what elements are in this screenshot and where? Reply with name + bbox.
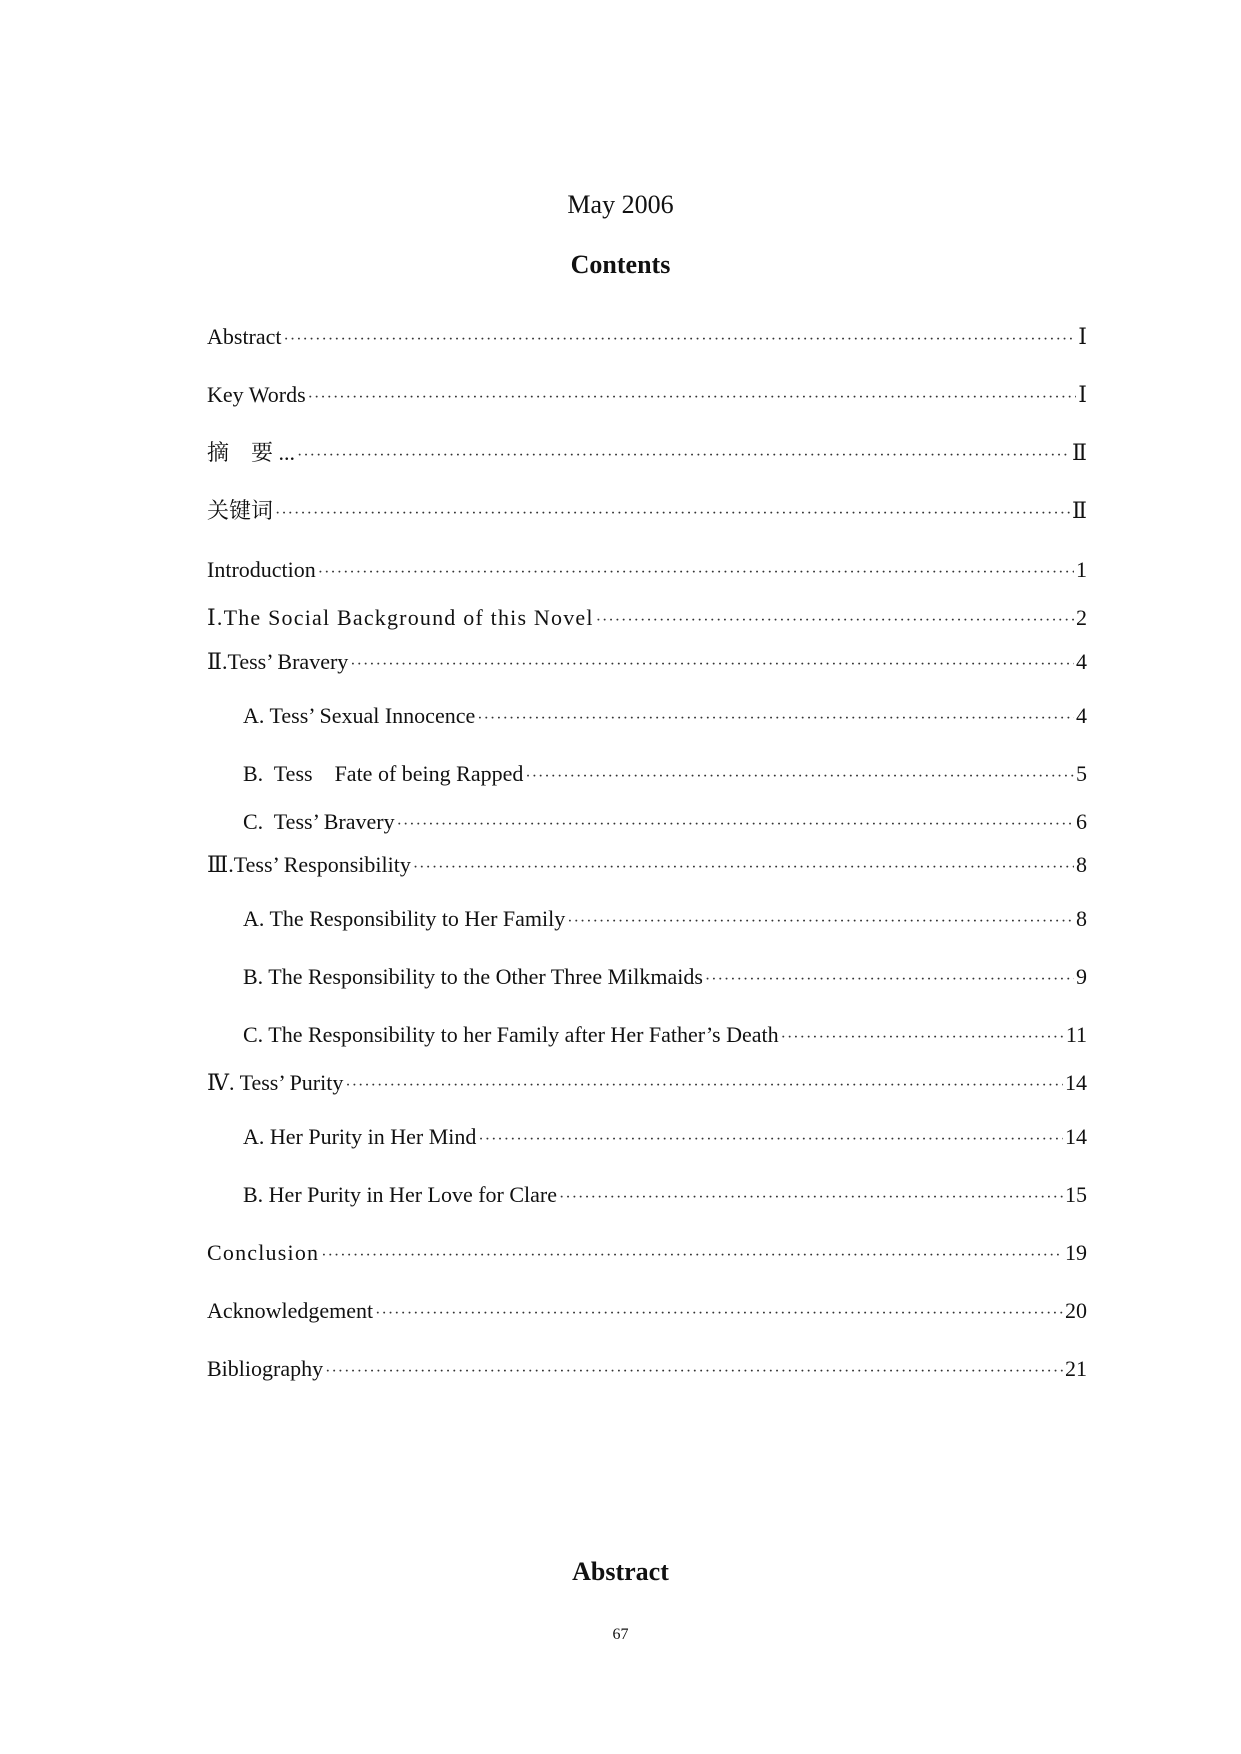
toc-entry-page: 4 [1076,649,1087,674]
abstract-heading: Abstract [572,1557,669,1586]
toc-entry-title: Introduction [207,557,316,582]
page-number: 67 [612,1626,629,1643]
table-of-contents [207,0,1087,1600]
toc-dot-leader [596,606,1074,636]
toc-dot-leader [478,1125,1063,1155]
toc-entry-conclusion[interactable] [207,1238,1087,1271]
toc-entry-page: 4 [1076,703,1087,728]
toc-dot-leader [397,810,1074,840]
toc-entry-page: 2 [1076,605,1087,630]
toc-entry-title: Bibliography [207,1356,324,1381]
toc-entry-title: Ⅲ.Tess’ Responsibility [207,852,411,877]
toc-entry-page: 9 [1076,964,1087,989]
toc-entry-page: 8 [1076,852,1087,877]
toc-dot-leader [275,499,1070,529]
toc-dot-leader [559,1183,1063,1213]
toc-dot-leader [308,383,1077,413]
toc-entry-key-words[interactable] [207,380,1087,413]
toc-entry-page: 11 [1065,1022,1087,1047]
toc-entry-chapter-4-b[interactable] [243,1180,1087,1213]
toc-entry-chapter-2[interactable] [207,647,1087,680]
toc-entry-title: 关键词 [207,498,274,523]
toc-entry-page: Ⅰ [1078,324,1087,349]
toc-dot-leader [350,650,1074,680]
toc-dot-leader [781,1023,1064,1053]
toc-entry-title: Ⅱ.Tess’ Bravery [207,649,349,674]
toc-entry-page: 14 [1065,1124,1087,1149]
toc-entry-chapter-3-b[interactable] [243,962,1087,995]
toc-entry-chapter-3-c[interactable] [243,1020,1087,1053]
toc-entry-page: 20 [1065,1298,1087,1323]
toc-entry-chinese-abstract[interactable] [207,438,1087,471]
toc-entry-chapter-3[interactable] [207,850,1087,883]
toc-entry-title: A. The Responsibility to Her Family [243,906,566,931]
toc-entry-page: Ⅱ [1072,498,1087,523]
toc-entry-chapter-4-a[interactable] [243,1122,1087,1155]
toc-entry-page: 6 [1076,809,1087,834]
toc-entry-chinese-key-words[interactable] [207,496,1087,529]
document-date: May 2006 [567,190,674,219]
toc-entry-title: Key Words [207,382,306,407]
toc-entry-title: A. Tess’ Sexual Innocence [243,703,476,728]
toc-entry-title: B. Tess Fate of being Rapped [243,761,524,786]
toc-entry-title: B. The Responsibility to the Other Three Milkmaids [243,964,703,989]
toc-dot-leader [375,1299,1063,1329]
toc-entry-introduction[interactable] [207,555,1087,588]
toc-entry-title: C. Tess’ Bravery [243,809,395,834]
toc-entry-title: Conclusion [207,1240,320,1265]
toc-dot-leader [297,441,1070,471]
toc-entry-chapter-2-c[interactable] [243,807,1087,840]
toc-entry-title: 摘 要 ... [207,440,296,465]
toc-entry-page: 1 [1076,557,1087,582]
toc-dot-leader [477,704,1074,734]
toc-entry-title: Acknowledgement [207,1298,374,1323]
toc-dot-leader [345,1071,1063,1101]
toc-entry-title: A. Her Purity in Her Mind [243,1124,477,1149]
toc-entry-page: Ⅰ [1078,382,1087,407]
toc-entry-chapter-4[interactable] [207,1068,1087,1101]
toc-entry-chapter-2-b[interactable] [243,759,1087,792]
toc-dot-leader [284,325,1077,355]
toc-entry-page: 21 [1065,1356,1087,1381]
toc-entry-page: 15 [1065,1182,1087,1207]
toc-entry-title: Abstract [207,324,282,349]
toc-entry-title: Ⅳ. Tess’ Purity [207,1070,344,1095]
toc-dot-leader [525,762,1074,792]
toc-dot-leader [705,965,1074,995]
toc-entry-page: 5 [1076,761,1087,786]
toc-entry-title: Ⅰ.The Social Background of this Novel [207,605,594,630]
toc-entry-page: Ⅱ [1072,440,1087,465]
toc-entry-title: C. The Responsibility to her Family after Her Father’s Death [243,1022,779,1047]
toc-entry-abstract[interactable] [207,322,1087,355]
toc-entry-page: 19 [1065,1240,1087,1265]
toc-entry-page: 14 [1065,1070,1087,1095]
toc-entry-acknowledgement[interactable] [207,1296,1087,1329]
toc-entry-page: 8 [1076,906,1087,931]
toc-dot-leader [318,558,1074,588]
toc-dot-leader [413,853,1074,883]
toc-entry-chapter-1[interactable] [207,603,1087,636]
contents-heading: Contents [570,250,671,279]
toc-entry-title: B. Her Purity in Her Love for Clare [243,1182,558,1207]
toc-dot-leader [325,1357,1063,1387]
toc-dot-leader [321,1241,1063,1271]
toc-entry-bibliography[interactable] [207,1354,1087,1387]
toc-entry-chapter-2-a[interactable] [243,701,1087,734]
toc-entry-chapter-3-a[interactable] [243,904,1087,937]
toc-dot-leader [567,907,1074,937]
